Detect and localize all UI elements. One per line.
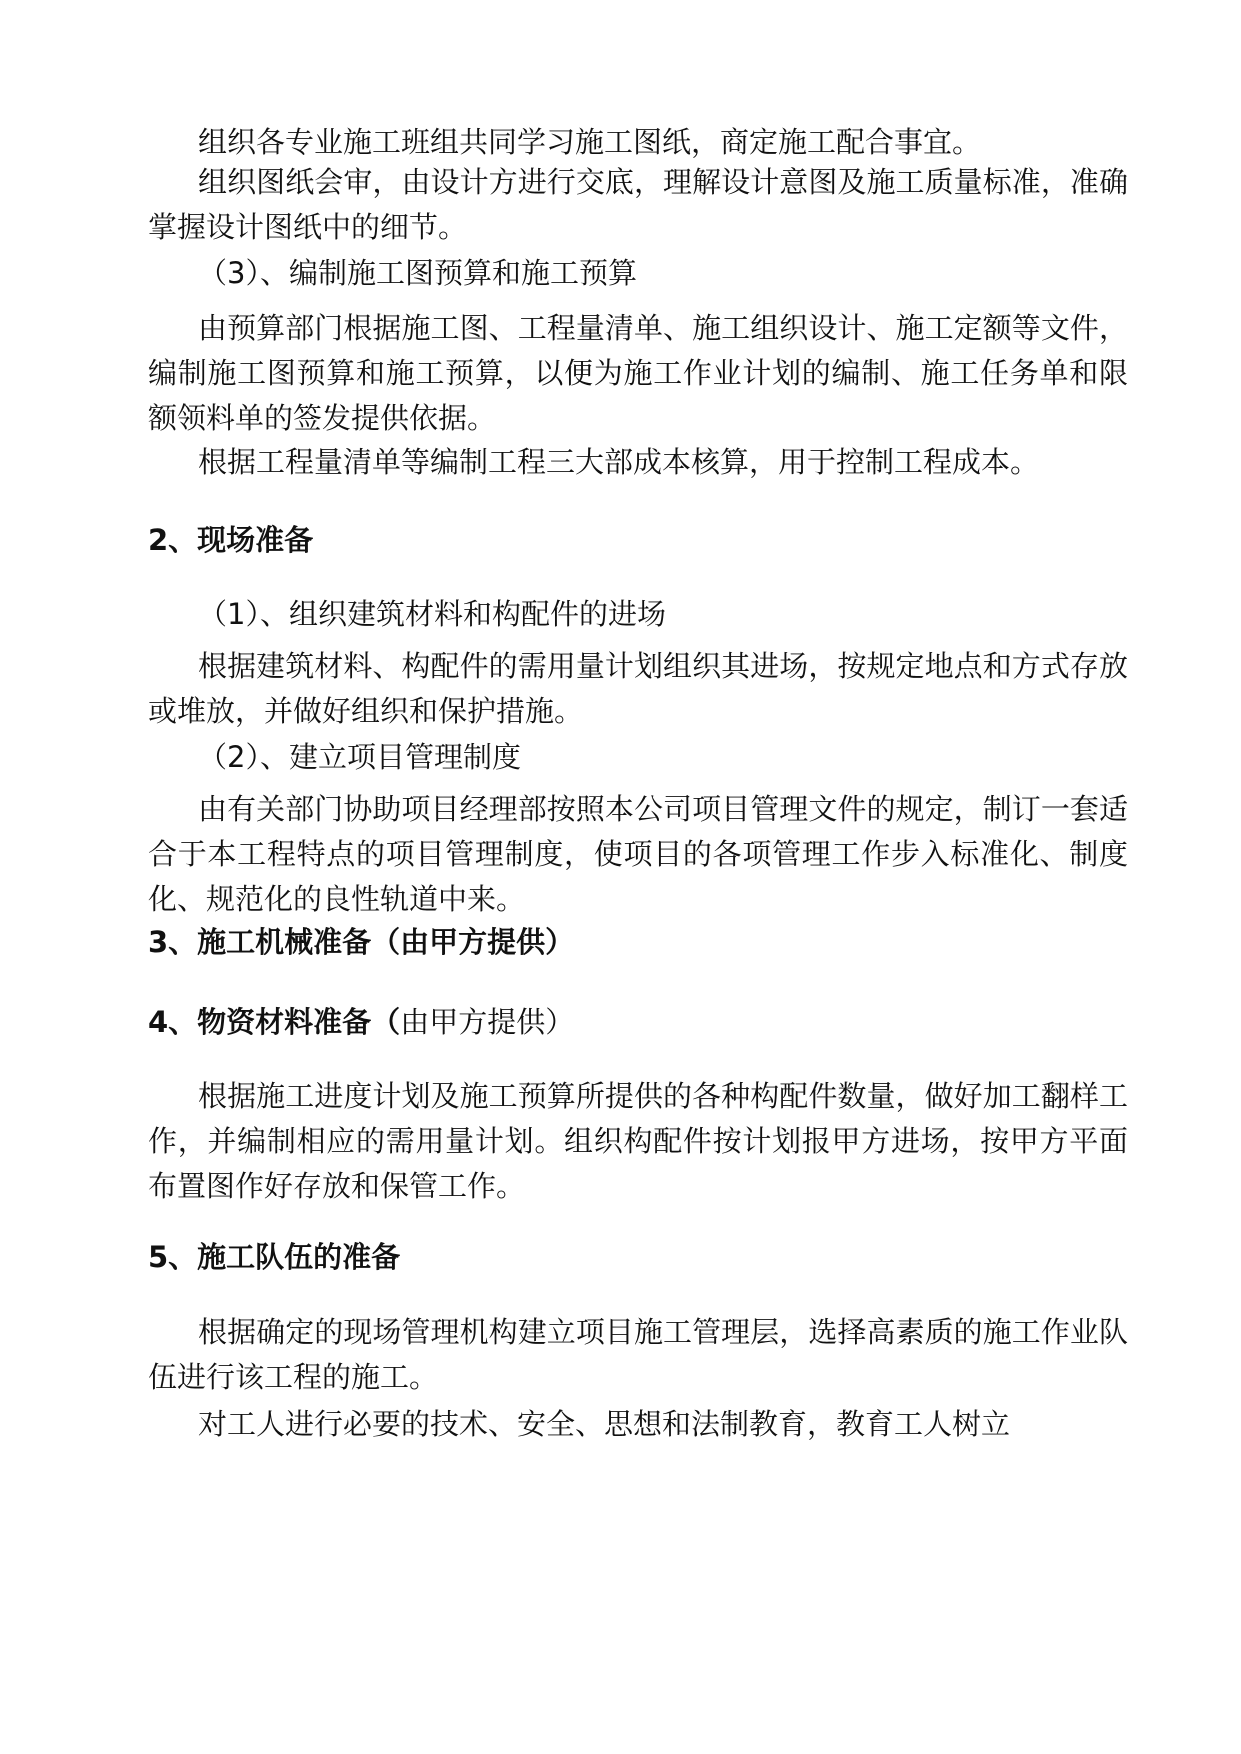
paragraph-materials-storage: 根据建筑材料、构配件的需用量计划组织其进场，按规定地点和方式存放或堆放，并做好组织和保护措施。 [148,649,1128,728]
paragraph-components-plan: 根据施工进度计划及施工预算所提供的各种构配件数量，做好加工翻样工作，并编制相应的需用量计划。组织构配件按计划报甲方进场，按甲方平面布置图作好存放和保管工作。 [148,1079,1128,1203]
paragraph-cost-accounting: 根据工程量清单等编制工程三大部成本核算，用于控制工程成本。 [198,445,1040,479]
paragraph-drawing-study: 组织各专业施工班组共同学习施工图纸，商定施工配合事宜。 [198,125,982,159]
paragraph-team-selection: 根据确定的现场管理机构建立项目施工管理层，选择高素质的施工作业队伍进行该工程的施工。 [148,1315,1128,1394]
section-heading-materials [148,1000,1128,1045]
paragraph-management-system: 由有关部门协助项目经理部按照本公司项目管理文件的规定，制订一套适合于本工程特点的项目管理制度，使项目的各项管理工作步入标准化、制度化、规范化的良性轨道中来。 [148,792,1128,916]
list-item-materials-entry: （1）、组织建筑材料和构配件的进场 [198,597,666,631]
section-heading-team: 5、施工队伍的准备 [148,1240,401,1274]
list-item-budget: （3）、编制施工图预算和施工预算 [198,256,637,290]
section-heading-machinery: 3、施工机械准备（由甲方提供） [148,925,575,959]
paragraph-budget-department: 由预算部门根据施工图、工程量清单、施工组织设计、施工定额等文件，编制施工图预算和施工预算，以便为施工作业计划的编制、施工任务单和限额领料单的签发提供依据。 [148,311,1128,435]
list-item-management-system: （2）、建立项目管理制度 [198,740,521,774]
section-heading-materials-bold: 4、物资材料准备（ [148,1005,401,1039]
paragraph-worker-education: 对工人进行必要的技术、安全、思想和法制教育，教育工人树立 [198,1407,1011,1441]
section-heading-site-prep: 2、现场准备 [148,523,314,557]
paragraph-drawing-review: 组织图纸会审，由设计方进行交底，理解设计意图及施工质量标准，准确掌握设计图纸中的细节。 [148,165,1128,244]
section-heading-materials-note: 由甲方提供） [400,1005,575,1039]
